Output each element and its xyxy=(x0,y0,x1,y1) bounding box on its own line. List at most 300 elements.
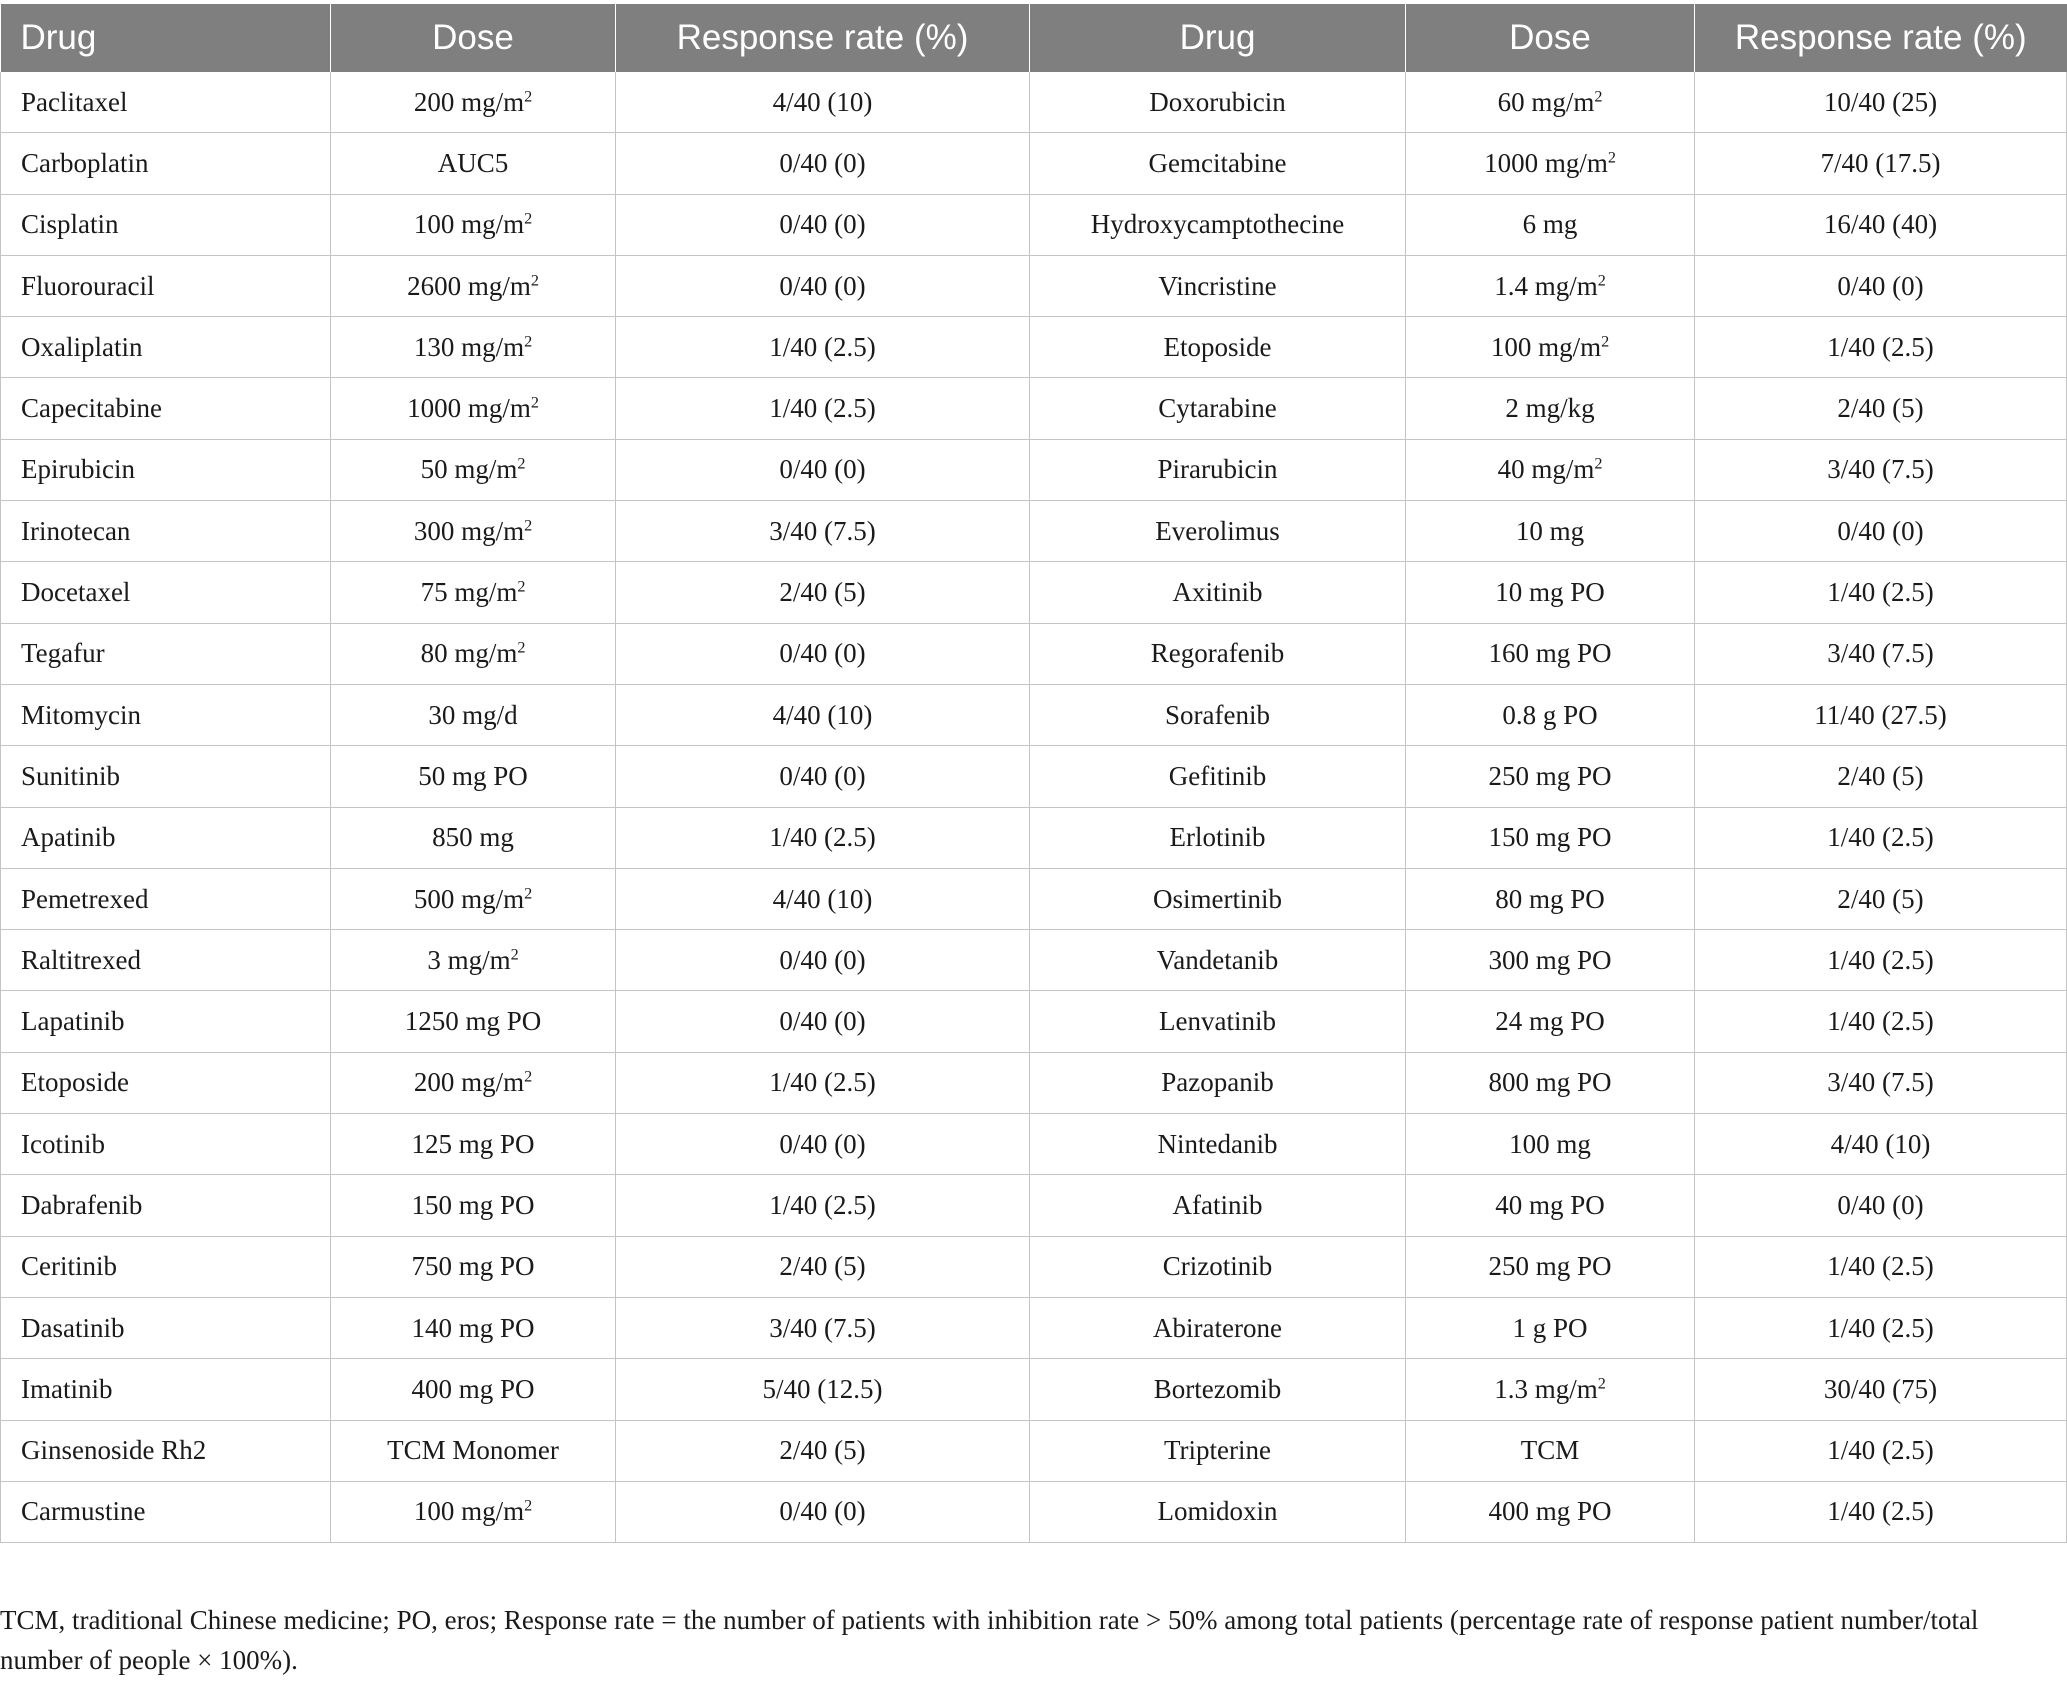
cell-text: 0/40 (0) xyxy=(779,454,866,485)
cell-text: 200 mg/m xyxy=(413,86,525,117)
cell-text: 0/40 (0) xyxy=(779,147,866,178)
cell-text: 4/40 (10) xyxy=(772,699,873,730)
cell-text: 250 mg PO xyxy=(1488,760,1612,791)
table-row xyxy=(1,72,2067,133)
cell-text: 250 mg PO xyxy=(1488,1251,1612,1282)
cell-drug-left xyxy=(1,991,331,1052)
cell-drug-left xyxy=(1,746,331,807)
table-row xyxy=(1,930,2067,991)
cell-text: 100 mg/m xyxy=(413,1496,525,1527)
cell-dose-left xyxy=(331,562,616,623)
cell-text: 2/40 (5) xyxy=(1837,760,1924,791)
cell-text: 2 mg/kg xyxy=(1505,393,1595,424)
cell-text: Vincristine xyxy=(1158,270,1277,301)
table-row xyxy=(1,1297,2067,1358)
cell-text: Bortezomib xyxy=(1153,1373,1282,1404)
cell-response-right xyxy=(1695,194,2067,255)
cell-response-right xyxy=(1695,562,2067,623)
cell-text: Oxaliplatin xyxy=(21,331,143,362)
cell-text: 0/40 (0) xyxy=(1837,515,1924,546)
unit-exponent: 2 xyxy=(1597,1374,1606,1393)
cell-dose-right xyxy=(1406,1052,1695,1113)
cell-text: Pemetrexed xyxy=(21,883,149,914)
cell-text: 1/40 (2.5) xyxy=(769,1067,876,1098)
cell-response-left xyxy=(616,1236,1030,1297)
cell-text: 150 mg PO xyxy=(411,1189,535,1220)
cell-dose-right xyxy=(1406,930,1695,991)
cell-text: 0.8 g PO xyxy=(1502,699,1598,730)
cell-text: Nintedanib xyxy=(1157,1128,1278,1159)
cell-response-left xyxy=(616,562,1030,623)
cell-text: 1000 mg/m xyxy=(1484,147,1608,178)
cell-text: 0/40 (0) xyxy=(779,209,866,240)
cell-text: Lapatinib xyxy=(21,1006,125,1037)
cell-text: 1/40 (2.5) xyxy=(1827,944,1934,975)
cell-drug-right xyxy=(1030,1359,1406,1420)
header-dose-right: Dose xyxy=(1406,4,1695,72)
cell-text: 0/40 (0) xyxy=(779,944,866,975)
cell-text: Sunitinib xyxy=(21,760,121,791)
cell-response-left xyxy=(616,1420,1030,1481)
cell-dose-left xyxy=(331,1175,616,1236)
cell-dose-right xyxy=(1406,317,1695,378)
cell-dose-right xyxy=(1406,868,1695,929)
cell-text: 4/40 (10) xyxy=(772,86,873,117)
cell-dose-right xyxy=(1406,1481,1695,1542)
cell-drug-right xyxy=(1030,378,1406,439)
cell-dose-left xyxy=(331,1359,616,1420)
cell-text: Capecitabine xyxy=(21,393,162,424)
cell-text: 10/40 (25) xyxy=(1823,86,1938,117)
cell-text: 0/40 (0) xyxy=(779,1006,866,1037)
cell-response-left xyxy=(616,623,1030,684)
cell-text: 10 mg xyxy=(1515,515,1585,546)
cell-text: Gefitinib xyxy=(1168,760,1267,791)
drug-response-table-container xyxy=(0,4,2066,1543)
cell-text: 2/40 (5) xyxy=(779,1435,866,1466)
cell-text: 3/40 (7.5) xyxy=(1827,1067,1934,1098)
cell-text: Gemcitabine xyxy=(1148,147,1287,178)
cell-dose-right xyxy=(1406,133,1695,194)
unit-exponent: 2 xyxy=(530,393,539,412)
cell-drug-right xyxy=(1030,1236,1406,1297)
cell-dose-right xyxy=(1406,1359,1695,1420)
cell-text: Pazopanib xyxy=(1161,1067,1274,1098)
cell-response-right xyxy=(1695,868,2067,929)
cell-response-left xyxy=(616,746,1030,807)
cell-drug-right xyxy=(1030,72,1406,133)
cell-text: Abiraterone xyxy=(1153,1312,1282,1343)
cell-text: 1/40 (2.5) xyxy=(1827,822,1934,853)
header-drug-left: Drug xyxy=(1,4,331,72)
cell-drug-right xyxy=(1030,317,1406,378)
cell-drug-left xyxy=(1,562,331,623)
table-row xyxy=(1,255,2067,316)
table-row xyxy=(1,1420,2067,1481)
cell-response-left xyxy=(616,1297,1030,1358)
cell-drug-right xyxy=(1030,562,1406,623)
cell-text: Doxorubicin xyxy=(1149,86,1286,117)
cell-drug-right xyxy=(1030,807,1406,868)
table-row xyxy=(1,133,2067,194)
table-row xyxy=(1,194,2067,255)
cell-dose-left xyxy=(331,194,616,255)
cell-text: 800 mg PO xyxy=(1488,1067,1612,1098)
unit-exponent: 2 xyxy=(1607,148,1616,167)
cell-text: Lenvatinib xyxy=(1159,1006,1276,1037)
table-footnote: TCM, traditional Chinese medicine; PO, eros; Response rate = the number of patients with inhibition rate > 50% among total patients (percentage rate of response patient number/total number of people × 100%). xyxy=(0,1605,1979,1675)
cell-text: Epirubicin xyxy=(21,454,135,485)
cell-drug-right xyxy=(1030,1481,1406,1542)
cell-response-right xyxy=(1695,1297,2067,1358)
cell-text: 2/40 (5) xyxy=(1837,393,1924,424)
cell-response-left xyxy=(616,72,1030,133)
cell-response-right xyxy=(1695,378,2067,439)
cell-text: Etoposide xyxy=(21,1067,129,1098)
cell-dose-left xyxy=(331,1420,616,1481)
cell-drug-right xyxy=(1030,991,1406,1052)
cell-response-left xyxy=(616,807,1030,868)
cell-dose-right xyxy=(1406,72,1695,133)
cell-response-left xyxy=(616,930,1030,991)
cell-text: 100 mg xyxy=(1509,1128,1591,1159)
cell-dose-left xyxy=(331,501,616,562)
table-row xyxy=(1,623,2067,684)
cell-response-right xyxy=(1695,746,2067,807)
cell-text: 1/40 (2.5) xyxy=(1827,1312,1934,1343)
cell-dose-left xyxy=(331,133,616,194)
cell-drug-left xyxy=(1,194,331,255)
cell-drug-left xyxy=(1,930,331,991)
cell-response-left xyxy=(616,1359,1030,1420)
unit-exponent: 2 xyxy=(524,209,533,228)
unit-exponent: 2 xyxy=(517,454,526,473)
table-row xyxy=(1,746,2067,807)
cell-drug-left xyxy=(1,807,331,868)
cell-text: 2/40 (5) xyxy=(779,1251,866,1282)
cell-response-right xyxy=(1695,501,2067,562)
cell-dose-left xyxy=(331,684,616,745)
cell-text: 200 mg/m xyxy=(413,1067,525,1098)
table-row xyxy=(1,991,2067,1052)
cell-text: Afatinib xyxy=(1172,1189,1263,1220)
cell-text: 0/40 (0) xyxy=(779,270,866,301)
cell-response-right xyxy=(1695,1481,2067,1542)
cell-drug-left xyxy=(1,684,331,745)
cell-text: Pirarubicin xyxy=(1157,454,1278,485)
cell-text: Fluorouracil xyxy=(21,270,155,301)
cell-response-right xyxy=(1695,317,2067,378)
cell-text: Tripterine xyxy=(1164,1435,1271,1466)
table-row xyxy=(1,439,2067,500)
cell-text: 150 mg PO xyxy=(1488,822,1612,853)
cell-text: Sorafenib xyxy=(1165,699,1270,730)
cell-drug-left xyxy=(1,133,331,194)
cell-drug-right xyxy=(1030,194,1406,255)
cell-response-right xyxy=(1695,255,2067,316)
cell-text: 80 mg PO xyxy=(1495,883,1605,914)
cell-text: 6 mg xyxy=(1522,209,1578,240)
cell-response-right xyxy=(1695,1114,2067,1175)
cell-dose-left xyxy=(331,439,616,500)
cell-response-left xyxy=(616,1052,1030,1113)
cell-dose-left xyxy=(331,72,616,133)
table-row xyxy=(1,684,2067,745)
cell-dose-right xyxy=(1406,378,1695,439)
cell-text: 2/40 (5) xyxy=(779,577,866,608)
cell-text: Dasatinib xyxy=(21,1312,125,1343)
cell-drug-left xyxy=(1,255,331,316)
cell-drug-left xyxy=(1,72,331,133)
cell-text: Carboplatin xyxy=(21,147,149,178)
cell-text: 50 mg/m xyxy=(420,454,518,485)
cell-response-right xyxy=(1695,1052,2067,1113)
cell-dose-left xyxy=(331,1052,616,1113)
cell-text: 16/40 (40) xyxy=(1823,209,1938,240)
cell-dose-right xyxy=(1406,501,1695,562)
cell-dose-right xyxy=(1406,562,1695,623)
cell-dose-left xyxy=(331,991,616,1052)
cell-text: 1000 mg/m xyxy=(407,393,531,424)
cell-response-right xyxy=(1695,684,2067,745)
cell-text: 7/40 (17.5) xyxy=(1820,147,1941,178)
cell-dose-left xyxy=(331,1114,616,1175)
cell-text: 100 mg/m xyxy=(1490,331,1602,362)
cell-text: 80 mg/m xyxy=(420,638,518,669)
cell-text: 5/40 (12.5) xyxy=(762,1373,883,1404)
cell-text: 24 mg PO xyxy=(1495,1006,1605,1037)
header-row xyxy=(1,4,2067,72)
cell-dose-left xyxy=(331,1481,616,1542)
cell-dose-right xyxy=(1406,439,1695,500)
cell-text: Regorafenib xyxy=(1150,638,1285,669)
cell-text: Cisplatin xyxy=(21,209,119,240)
cell-text: TCM Monomer xyxy=(387,1435,559,1466)
cell-response-right xyxy=(1695,1359,2067,1420)
header-dose-left: Dose xyxy=(331,4,616,72)
cell-response-right xyxy=(1695,930,2067,991)
cell-text: 0/40 (0) xyxy=(779,1496,866,1527)
cell-text: 1 g PO xyxy=(1512,1312,1588,1343)
cell-drug-right xyxy=(1030,133,1406,194)
header-drug-right: Drug xyxy=(1030,4,1406,72)
cell-text: 850 mg xyxy=(432,822,514,853)
cell-text: 1/40 (2.5) xyxy=(769,393,876,424)
unit-exponent: 2 xyxy=(524,1496,533,1515)
cell-text: 1.3 mg/m xyxy=(1494,1373,1598,1404)
cell-dose-left xyxy=(331,1236,616,1297)
unit-exponent: 2 xyxy=(517,638,526,657)
table-row xyxy=(1,1359,2067,1420)
cell-response-left xyxy=(616,255,1030,316)
cell-text: Ginsenoside Rh2 xyxy=(21,1435,207,1466)
cell-response-right xyxy=(1695,991,2067,1052)
cell-dose-left xyxy=(331,807,616,868)
table-row xyxy=(1,1114,2067,1175)
cell-drug-left xyxy=(1,1359,331,1420)
cell-text: 3/40 (7.5) xyxy=(769,1312,876,1343)
cell-text: Etoposide xyxy=(1163,331,1272,362)
cell-text: 40 mg PO xyxy=(1495,1189,1605,1220)
unit-exponent: 2 xyxy=(524,1067,533,1086)
unit-exponent: 2 xyxy=(524,516,533,534)
cell-text: Everolimus xyxy=(1155,515,1280,546)
cell-drug-left xyxy=(1,1420,331,1481)
cell-dose-left xyxy=(331,623,616,684)
cell-text: 160 mg PO xyxy=(1488,638,1612,669)
cell-dose-left xyxy=(331,378,616,439)
cell-text: 1/40 (2.5) xyxy=(1827,331,1934,362)
cell-response-right xyxy=(1695,1236,2067,1297)
cell-text: Paclitaxel xyxy=(21,86,128,117)
unit-exponent: 2 xyxy=(1594,86,1603,105)
cell-text: 1/40 (2.5) xyxy=(1827,1435,1934,1466)
cell-text: 0/40 (0) xyxy=(779,1128,866,1159)
cell-text: 1/40 (2.5) xyxy=(1827,577,1934,608)
cell-text: 300 mg PO xyxy=(1488,944,1612,975)
cell-dose-left xyxy=(331,746,616,807)
unit-exponent: 2 xyxy=(1597,270,1606,289)
cell-drug-left xyxy=(1,1175,331,1236)
cell-dose-left xyxy=(331,255,616,316)
cell-text: Imatinib xyxy=(21,1373,113,1404)
cell-dose-right xyxy=(1406,684,1695,745)
unit-exponent: 2 xyxy=(524,332,533,351)
cell-text: 750 mg PO xyxy=(411,1251,535,1282)
table-body xyxy=(1,72,2067,1543)
cell-text: Erlotinib xyxy=(1169,822,1266,853)
cell-text: Lomidoxin xyxy=(1157,1496,1278,1527)
cell-dose-right xyxy=(1406,1420,1695,1481)
cell-text: 3/40 (7.5) xyxy=(1827,638,1934,669)
cell-dose-right xyxy=(1406,1236,1695,1297)
unit-exponent: 2 xyxy=(510,945,519,964)
cell-text: 1/40 (2.5) xyxy=(1827,1496,1934,1527)
table-row xyxy=(1,562,2067,623)
cell-text: 4/40 (10) xyxy=(1830,1128,1931,1159)
cell-response-left xyxy=(616,684,1030,745)
cell-drug-left xyxy=(1,317,331,378)
cell-dose-right xyxy=(1406,255,1695,316)
cell-text: 60 mg/m xyxy=(1497,86,1595,117)
table-row xyxy=(1,317,2067,378)
cell-text: Irinotecan xyxy=(21,515,131,546)
cell-drug-left xyxy=(1,868,331,929)
unit-exponent: 2 xyxy=(524,86,533,105)
cell-dose-left xyxy=(331,317,616,378)
cell-text: 3/40 (7.5) xyxy=(769,515,876,546)
cell-text: 1/40 (2.5) xyxy=(769,331,876,362)
cell-drug-right xyxy=(1030,1297,1406,1358)
cell-text: Raltitrexed xyxy=(21,944,141,975)
cell-drug-right xyxy=(1030,868,1406,929)
cell-drug-right xyxy=(1030,930,1406,991)
cell-text: 400 mg PO xyxy=(411,1373,535,1404)
cell-text: 4/40 (10) xyxy=(772,883,873,914)
table-row xyxy=(1,1175,2067,1236)
cell-text: 2600 mg/m xyxy=(407,270,531,301)
cell-text: 140 mg PO xyxy=(411,1312,535,1343)
cell-text: Osimertinib xyxy=(1153,883,1282,914)
cell-text: Cytarabine xyxy=(1158,393,1277,424)
cell-text: 1250 mg PO xyxy=(404,1006,542,1037)
cell-response-left xyxy=(616,1175,1030,1236)
cell-text: Carmustine xyxy=(21,1496,146,1527)
cell-text: 100 mg/m xyxy=(413,209,525,240)
cell-text: 30 mg/d xyxy=(428,699,518,730)
cell-text: TCM xyxy=(1520,1435,1580,1466)
cell-text: 0/40 (0) xyxy=(779,638,866,669)
cell-text: Mitomycin xyxy=(21,699,141,730)
cell-text: 1/40 (2.5) xyxy=(769,1189,876,1220)
cell-text: 3 mg/m xyxy=(427,944,511,975)
cell-text: Ceritinib xyxy=(21,1251,117,1282)
cell-dose-left xyxy=(331,1297,616,1358)
cell-dose-left xyxy=(331,930,616,991)
cell-response-left xyxy=(616,317,1030,378)
cell-text: 3/40 (7.5) xyxy=(1827,454,1934,485)
cell-drug-left xyxy=(1,378,331,439)
cell-drug-left xyxy=(1,1236,331,1297)
cell-text: 30/40 (75) xyxy=(1823,1373,1938,1404)
cell-drug-left xyxy=(1,623,331,684)
cell-text: 1.4 mg/m xyxy=(1494,270,1598,301)
cell-text: 40 mg/m xyxy=(1497,454,1595,485)
cell-text: Axitinib xyxy=(1172,577,1263,608)
cell-dose-right xyxy=(1406,194,1695,255)
cell-text: 400 mg PO xyxy=(1488,1496,1612,1527)
cell-text: 300 mg/m xyxy=(413,515,525,546)
cell-drug-right xyxy=(1030,1175,1406,1236)
cell-text: 11/40 (27.5) xyxy=(1814,699,1947,730)
unit-exponent: 2 xyxy=(1594,454,1603,473)
cell-text: 75 mg/m xyxy=(420,577,518,608)
cell-drug-left xyxy=(1,1297,331,1358)
unit-exponent: 2 xyxy=(1601,332,1610,351)
cell-response-left xyxy=(616,1114,1030,1175)
cell-drug-left xyxy=(1,439,331,500)
cell-drug-right xyxy=(1030,255,1406,316)
cell-text: Crizotinib xyxy=(1162,1251,1273,1282)
cell-drug-right xyxy=(1030,1052,1406,1113)
cell-text: 0/40 (0) xyxy=(1837,1189,1924,1220)
drug-response-table xyxy=(0,4,2067,1543)
cell-drug-right xyxy=(1030,439,1406,500)
cell-text: 125 mg PO xyxy=(411,1128,535,1159)
cell-dose-right xyxy=(1406,623,1695,684)
cell-response-left xyxy=(616,1481,1030,1542)
cell-drug-right xyxy=(1030,746,1406,807)
table-row xyxy=(1,501,2067,562)
cell-text: 500 mg/m xyxy=(413,883,525,914)
cell-response-right xyxy=(1695,1420,2067,1481)
cell-response-right xyxy=(1695,133,2067,194)
cell-text: 50 mg PO xyxy=(418,760,528,791)
cell-drug-right xyxy=(1030,501,1406,562)
cell-response-left xyxy=(616,868,1030,929)
cell-drug-right xyxy=(1030,623,1406,684)
table-row xyxy=(1,1236,2067,1297)
cell-text: Icotinib xyxy=(21,1128,105,1159)
cell-text: 0/40 (0) xyxy=(779,760,866,791)
cell-drug-right xyxy=(1030,1420,1406,1481)
cell-text: 10 mg PO xyxy=(1495,577,1605,608)
cell-response-left xyxy=(616,439,1030,500)
cell-response-left xyxy=(616,378,1030,439)
cell-dose-right xyxy=(1406,1175,1695,1236)
cell-text: 1/40 (2.5) xyxy=(1827,1006,1934,1037)
cell-response-right xyxy=(1695,1175,2067,1236)
